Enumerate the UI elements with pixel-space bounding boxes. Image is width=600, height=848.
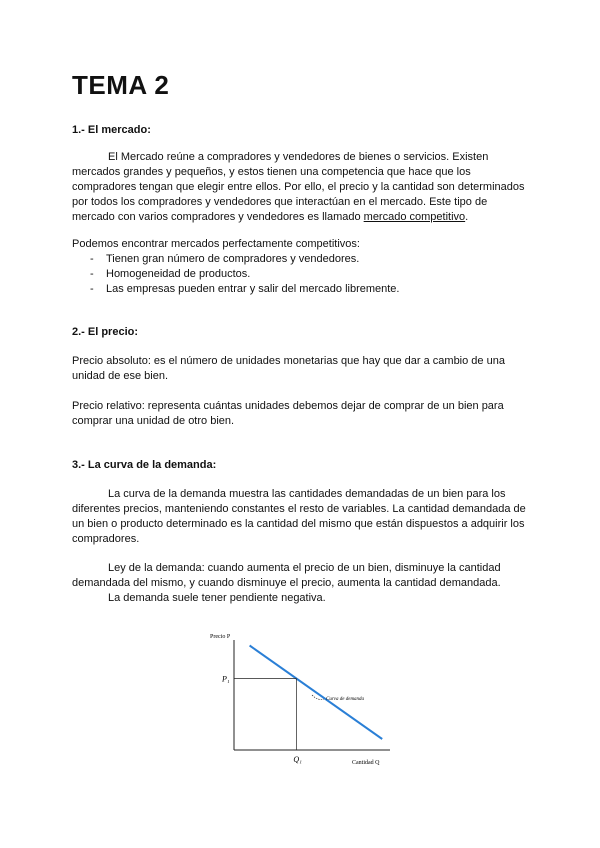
y-axis-label: Precio P xyxy=(210,634,231,640)
paragraph-end: . xyxy=(465,211,469,223)
list-item: - Homogeneidad de productos. xyxy=(90,267,399,282)
paragraph-text: El Mercado reúne a compradores y vendedores de bienes o servicios. Existen mercados grandes y pequeños, y estos tienen una competencia que hace que los compradores tengan que elegir entre ellos. Por ello, el precio y la cantidad son determinados por todos los compradores y vendedores que interactúan en el mercado. Este tipo de mercado con varios compradores y vendedores es llamado xyxy=(72,151,525,223)
list-item: - Las empresas pueden entrar y salir del mercado libremente. xyxy=(90,282,399,297)
paragraph-precio-absoluto: Precio absoluto: es el número de unidades monetarias que hay que dar a cambio de una unidad de ese bien. xyxy=(72,355,505,382)
paragraph-ley-demanda: Ley de la demanda: cuando aumenta el precio de un bien, disminuye la cantidad demandada del mismo, y cuando disminuye el precio, aumenta la cantidad demandada. xyxy=(72,562,501,589)
curve-label: Curva de demanda xyxy=(326,697,365,702)
mercado-competitivo-link[interactable]: mercado competitivo xyxy=(363,211,466,223)
x-axis-label: Cantidad Q xyxy=(352,760,380,766)
page-title: TEMA 2 xyxy=(72,70,170,100)
demand-curve-line xyxy=(250,646,383,740)
list-item: - Tienen gran número de compradores y vendedores. xyxy=(90,252,399,267)
paragraph-curva-demanda: La curva de la demanda muestra las cantidades demandadas de un bien para los diferentes precios, manteniendo constantes el resto de variables. La cantidad demandada de un bien o producto determinado es la cantidad del mismo que están dispuestos a adquirir los compradores. xyxy=(72,488,526,545)
demand-chart xyxy=(200,630,400,770)
section-heading-demanda: 3.- La curva de la demanda: xyxy=(72,459,217,471)
section-heading-precio: 2.- El precio: xyxy=(72,326,139,338)
section-heading-mercado: 1.- El mercado: xyxy=(72,124,151,136)
price-marker-label: P₁ xyxy=(222,674,230,684)
paragraph-pendiente: La demanda suele tener pendiente negativa. xyxy=(108,592,326,604)
paragraph-competitivos: Podemos encontrar mercados perfectamente competitivos: xyxy=(72,238,360,250)
quantity-marker-label: Q₁ xyxy=(293,755,302,764)
competitive-list xyxy=(90,252,399,297)
paragraph-precio-relativo: Precio relativo: representa cuántas unidades debemos dejar de comprar de un bien para comprar una unidad de otro bien. xyxy=(72,400,504,427)
paragraph-mercado xyxy=(72,150,532,225)
